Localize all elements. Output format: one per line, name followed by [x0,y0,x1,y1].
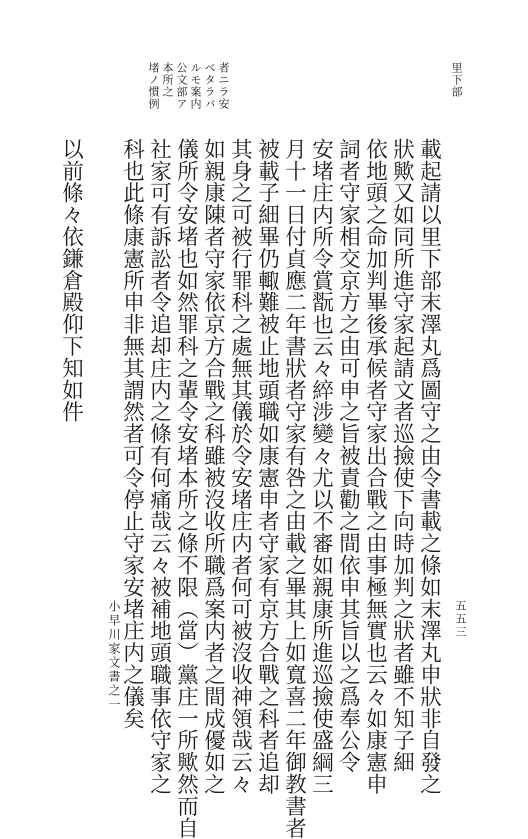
collection-title: 小早川家文書之一 [107,600,121,712]
side-note-line: 堵ノ慣例 [147,62,160,110]
text-column: 月十一日付貞應二年書狀者守家有咎之由載之畢其上如寬喜二年御教書者 [281,138,307,839]
side-note-line: 本所之 [161,62,174,98]
text-column: 被載子細畢仍輙難被止地頭職如康憲申者守家有京方合戰之科者追却 [254,138,280,795]
text-column: 狀歟又如同所進守家起請文者巡撿使下向時加判之狀者雖不知子細 [389,138,415,774]
text-column: 詞者守家相交京方之由可申之旨被責勸之間依申其旨以之爲奉公令 [335,138,361,774]
text-column: 社家可有訴訟者令追却庄内之條有何痛哉云々被補地頭職事依守家之 [146,138,172,795]
text-column: 如親康陳者守家依京方合戰之科雖被沒收所職爲案内者之間成優如之 [200,138,226,795]
text-column: 載起請以里下部末澤丸爲圖守之由令書載之條如末澤丸申狀非自發之 [416,138,442,795]
side-note-line: ルモ案内 [189,62,202,110]
page-number: 五五三 [454,600,467,639]
text-column: 以前條々依鎌倉殿仰下知如件 [58,138,84,423]
side-note-line: 公文部ア [175,62,188,110]
text-column: 儀所令安堵也如然罪科之輩令安堵本所之條不限（當）黨庄一所歟然而自 [173,138,199,839]
side-note-line: 者ニラ安 [217,62,230,110]
running-head: 里下部 [450,62,463,98]
text-column: 科也此條康憲所申非無其謂然者可令停止守家安堵庄内之儀矣 [119,138,145,730]
text-column: 依地頭之命加判畢後承候者守家出合戰之由事極無實也云々如康憲申 [362,138,388,795]
text-column: 安堵庄内所令賞翫也云々綷涉變々尤以不審如親康所進巡撿使盛綱三 [308,138,334,795]
text-column: 其身之可被行罪科之處無其儀於令安堵庄内者何可被沒收神領哉云々 [227,138,253,795]
side-note-line: ベタラバ [203,62,216,110]
